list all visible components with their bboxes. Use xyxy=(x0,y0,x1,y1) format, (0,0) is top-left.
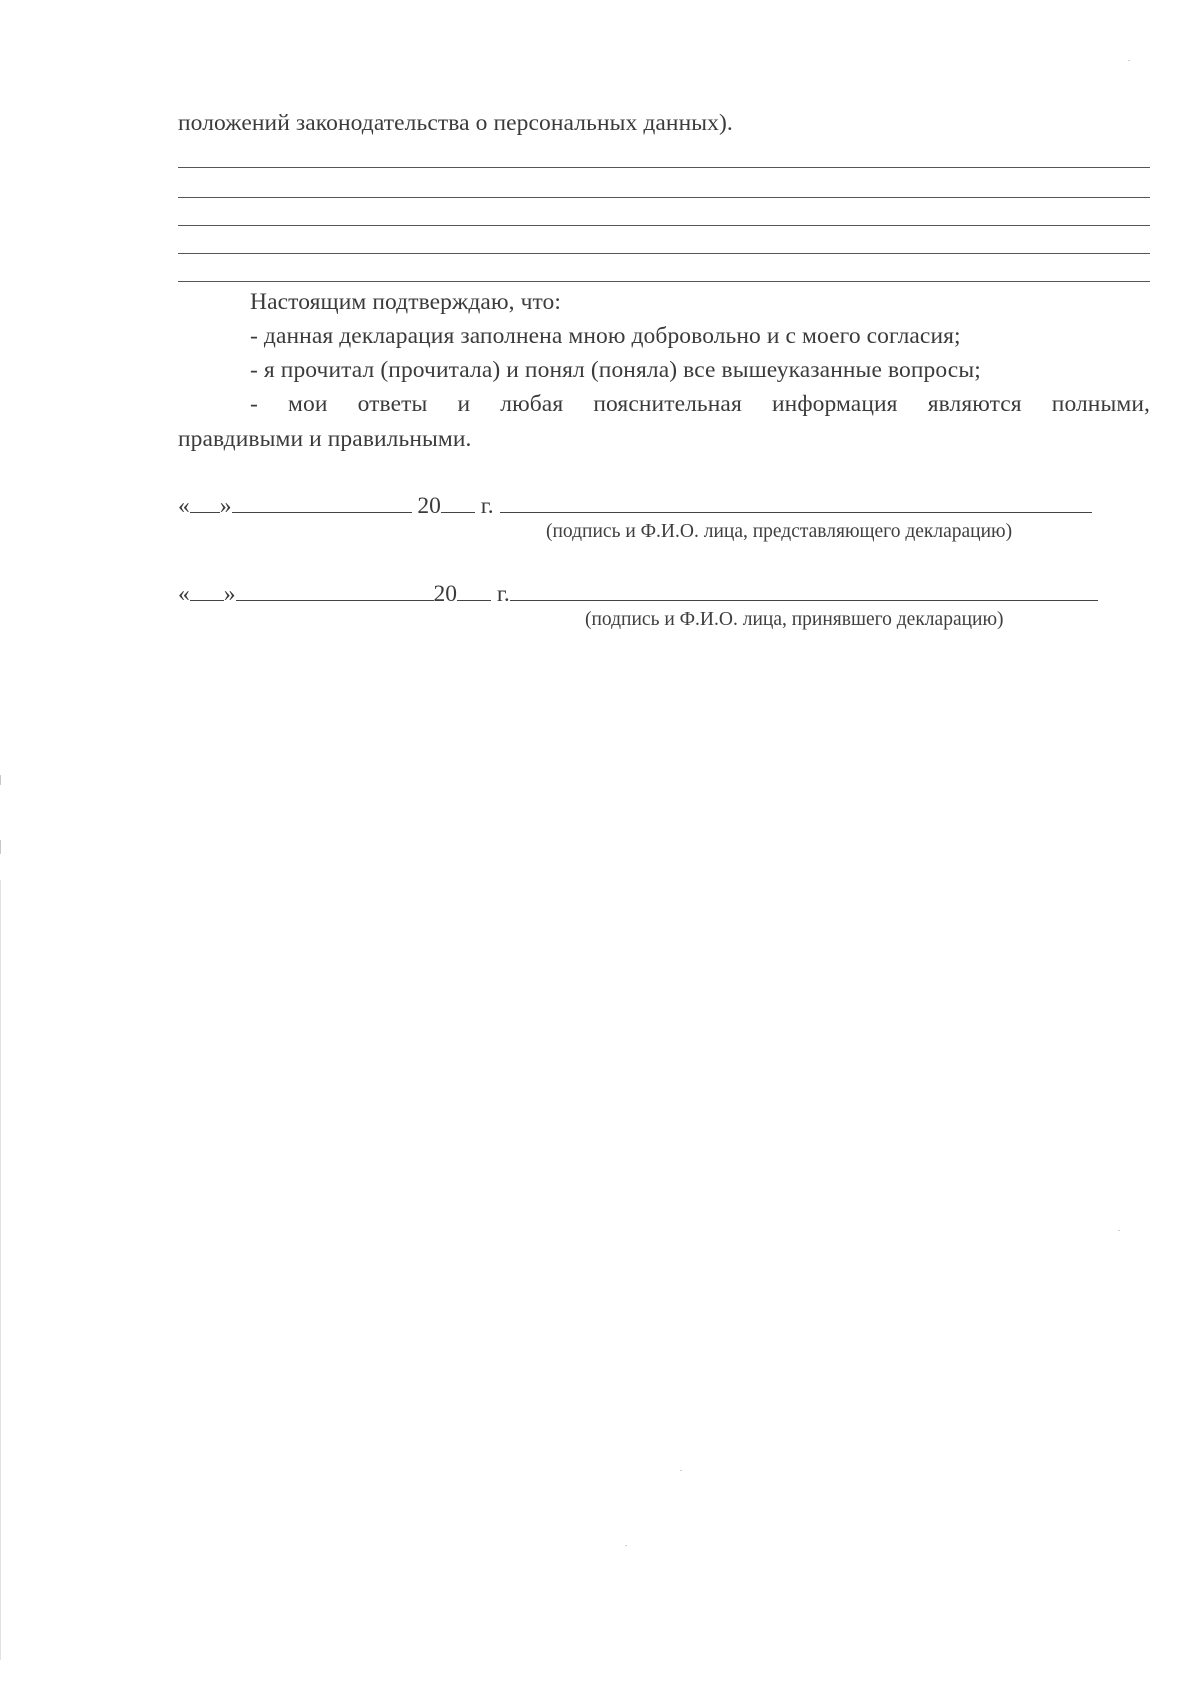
month-blank[interactable] xyxy=(232,490,412,513)
blank-rule-3 xyxy=(178,225,1150,226)
date-open-quote: « xyxy=(178,581,190,607)
confirm-intro: Настоящим подтверждаю, что: xyxy=(250,289,562,315)
blank-rule-1 xyxy=(178,167,1150,168)
month-blank[interactable] xyxy=(236,578,434,601)
signature-row-2 xyxy=(178,578,1098,609)
year-suffix: г. xyxy=(496,581,510,607)
day-blank[interactable] xyxy=(190,490,220,513)
blank-rule-4 xyxy=(178,253,1150,254)
year-prefix: 20 xyxy=(417,493,441,519)
scan-speck xyxy=(625,1545,627,1546)
confirm-tail: правдивыми и правильными. xyxy=(178,426,472,452)
top-line: положений законодательства о персональных данных). xyxy=(178,110,733,136)
confirm-item-3: - мои ответы и любая пояснительная информация являются полными, xyxy=(250,391,1150,417)
confirm-item-2: - я прочитал (прочитала) и понял (поняла) все вышеуказанные вопросы; xyxy=(250,357,981,383)
date-open-quote: « xyxy=(178,493,190,519)
day-blank[interactable] xyxy=(190,578,224,601)
scan-speck xyxy=(1128,60,1130,61)
signature-caption-2: (подпись и Ф.И.О. лица, принявшего декларацию) xyxy=(585,609,1004,630)
signature-blank[interactable] xyxy=(510,578,1098,601)
date-close-quote: » xyxy=(223,581,236,607)
year-blank[interactable] xyxy=(441,490,475,513)
blank-rule-2 xyxy=(178,197,1150,198)
year-suffix: г. xyxy=(480,493,494,519)
scan-speck xyxy=(680,1470,682,1471)
blank-rule-5 xyxy=(178,281,1150,282)
date-close-quote: » xyxy=(219,493,232,519)
year-prefix: 20 xyxy=(433,581,457,607)
scan-artifact xyxy=(0,775,1,785)
confirm-item-1: - данная декларация заполнена мною добровольно и с моего согласия; xyxy=(250,323,961,349)
scan-speck xyxy=(1118,1230,1120,1231)
year-blank[interactable] xyxy=(457,578,491,601)
signature-caption-1: (подпись и Ф.И.О. лица, представляющего декларацию) xyxy=(546,521,1013,542)
signature-row-1 xyxy=(178,490,1092,521)
scan-artifact xyxy=(0,840,1,854)
signature-blank[interactable] xyxy=(500,490,1092,513)
scan-artifact xyxy=(0,880,1,1660)
